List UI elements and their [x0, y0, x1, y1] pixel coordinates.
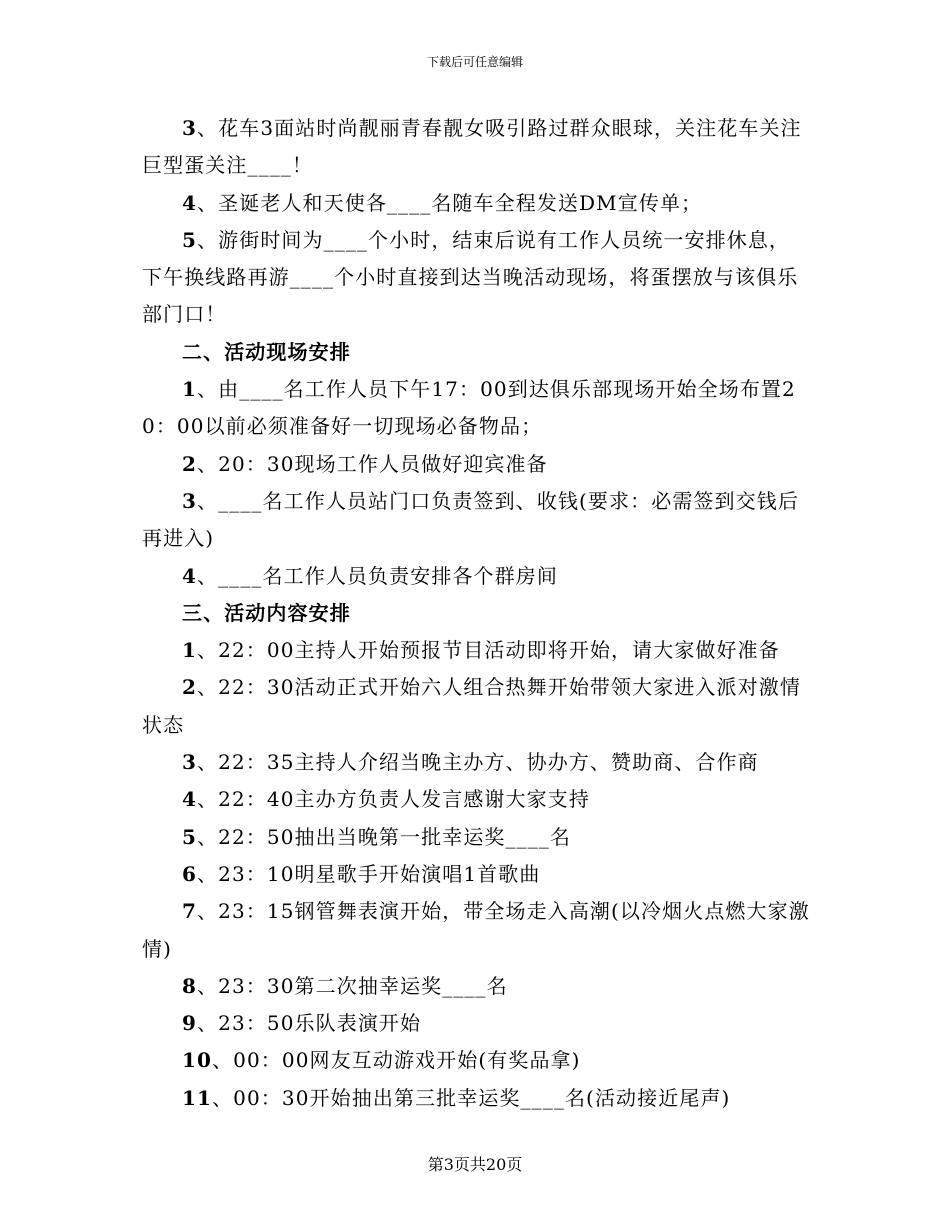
item-number: 1	[182, 638, 198, 663]
item-text: 、____名工作人员负责安排各个群房间	[197, 563, 558, 588]
list-item	[142, 483, 810, 558]
section-heading: 二、活动现场安排	[182, 339, 351, 364]
document-body	[142, 110, 810, 1117]
list-item	[142, 856, 810, 893]
list-item	[142, 1005, 810, 1042]
list-item	[142, 446, 810, 483]
item-text: 、23：15钢管舞表演开始，带全场走入高潮(以冷烟火点燃大家激情)	[142, 899, 810, 961]
item-number: 2	[182, 675, 198, 700]
list-item	[142, 669, 810, 744]
item-number: 10	[182, 1048, 213, 1073]
item-text: 、22：50抽出当晚第一批幸运奖____名	[197, 824, 572, 849]
item-number: 6	[182, 861, 198, 886]
section-heading: 三、活动内容安排	[182, 600, 351, 625]
item-text: 、00：00网友互动游戏开始(有奖品拿)	[212, 1048, 581, 1073]
list-item	[142, 968, 810, 1005]
item-number: 5	[182, 227, 198, 252]
item-text: 、圣诞老人和天使各____名随车全程发送DM宣传单；	[197, 190, 703, 215]
item-text: 、20：30现场工作人员做好迎宾准备	[197, 451, 548, 476]
page-footer: 第3页共20页	[427, 1155, 523, 1174]
item-text: 、22：00主持人开始预报节目活动即将开始，请大家做好准备	[197, 638, 780, 663]
list-item	[142, 1080, 810, 1117]
list-item	[142, 893, 810, 968]
item-text: 、由____名工作人员下午17：00到达俱乐部现场开始全场布置20：00以前必须准备好一切现场必备物品；	[142, 377, 796, 439]
item-number: 5	[182, 824, 198, 849]
page-header: 下载后可任意编辑	[426, 55, 523, 69]
list-item	[142, 632, 810, 669]
item-number: 3	[182, 488, 198, 513]
list-item	[142, 1042, 810, 1079]
item-number: 4	[182, 190, 198, 215]
item-text: 、游街时间为____个小时，结束后说有工作人员统一安排休息，下午换线路再游____个小时直接到达当晚活动现场，将蛋摆放与该俱乐部门口！	[142, 227, 799, 327]
item-number: 11	[182, 1085, 213, 1110]
item-number: 1	[182, 377, 198, 402]
list-item	[142, 558, 810, 595]
item-number: 2	[182, 451, 198, 476]
item-text: 、23：10明星歌手开始演唱1首歌曲	[197, 861, 541, 886]
item-text: 、22：40主办方负责人发言感谢大家支持	[197, 787, 590, 812]
item-text: 、____名工作人员站门口负责签到、收钱(要求：必需签到交钱后再进入)	[142, 488, 799, 551]
list-item	[142, 185, 810, 222]
item-number: 8	[182, 973, 198, 998]
item-number: 9	[182, 1011, 198, 1036]
item-text: 、22：35主持人介绍当晚主办方、协办方、赞助商、合作商	[197, 750, 759, 775]
item-text: 、23：30第二次抽幸运奖____名	[197, 973, 508, 998]
list-item	[142, 781, 810, 818]
item-number: 4	[182, 787, 198, 812]
item-number: 4	[182, 563, 198, 588]
item-text: 、00：30开始抽出第三批幸运奖____名(活动接近尾声)	[212, 1085, 731, 1110]
list-item	[142, 110, 810, 185]
list-item	[142, 222, 810, 334]
item-number: 3	[182, 116, 198, 140]
item-text: 、22：30活动正式开始六人组合热舞开始带领大家进入派对激情状态	[142, 675, 801, 737]
list-item	[142, 371, 810, 446]
item-number: 3	[182, 750, 198, 775]
item-text: 、23：50乐队表演开始	[197, 1011, 422, 1036]
item-text: 、花车3面站时尚靓丽青春靓女吸引路过群众眼球，关注花车关注巨型蛋关注____！	[142, 116, 802, 178]
item-number: 7	[182, 899, 198, 924]
list-item	[142, 819, 810, 856]
list-item	[142, 744, 810, 781]
